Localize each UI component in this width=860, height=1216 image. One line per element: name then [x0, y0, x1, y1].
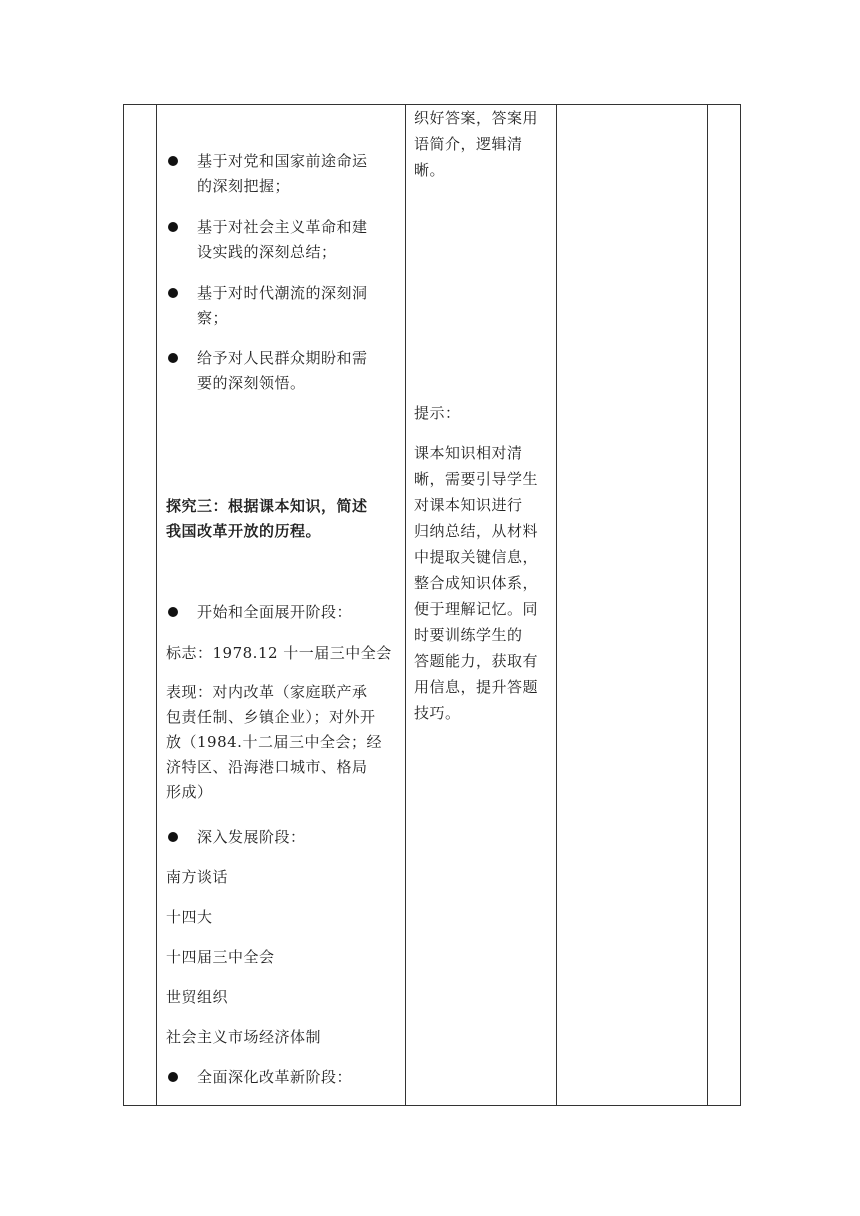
text-line: 的深刻把握； [197, 177, 291, 195]
text-line: 表现：对内改革（家庭联产承 [166, 683, 368, 701]
hint-label: 提示： [414, 404, 461, 422]
list-item: 社会主义市场经济体制 [166, 1028, 322, 1046]
list-item: 南方谈话 [166, 868, 229, 886]
text-line: 放（1984.十二届三中全会；经 [166, 733, 382, 751]
table-cell-5 [708, 105, 741, 1106]
lesson-table [123, 104, 741, 1106]
bullet-icon [168, 288, 178, 298]
stage-heading: 开始和全面展开阶段： [197, 603, 353, 621]
text-line: 给予对人民群众期盼和需 [197, 349, 368, 367]
text-line: 织好答案，答案用 [414, 109, 539, 127]
text-line: 基于对党和国家前途命运 [197, 152, 368, 170]
bullet-icon [168, 353, 178, 363]
text-line: 技巧。 [414, 704, 461, 722]
bullet-icon [168, 222, 178, 232]
list-item: 十四届三中全会 [166, 948, 275, 966]
bullet-icon [168, 832, 178, 842]
text-line: 语简介，逻辑清 [414, 135, 523, 153]
stage-heading: 深入发展阶段： [197, 828, 306, 846]
text-line: 对课本知识进行 [414, 496, 523, 514]
text-line: 归纳总结，从材料 [414, 522, 539, 540]
inquiry-title: 探究三：根据课本知识，简述 [166, 497, 368, 515]
inquiry-title: 我国改革开放的历程。 [166, 522, 322, 540]
table-cell-content [157, 105, 406, 1106]
text-line: 设实践的深刻总结； [197, 243, 337, 261]
text-line: 察； [197, 309, 229, 327]
bullet-icon [168, 156, 178, 166]
bullet-icon [168, 607, 178, 617]
list-item: 十四大 [166, 908, 213, 926]
stage-heading: 全面深化改革新阶段： [197, 1068, 353, 1086]
text-line: 答题能力，获取有 [414, 652, 539, 670]
text-line: 课本知识相对清 [414, 444, 523, 462]
bullet-icon [168, 1072, 178, 1082]
list-item: 世贸组织 [166, 988, 229, 1006]
table-cell-4 [557, 105, 708, 1106]
text-line: 形成） [166, 783, 213, 801]
text-line: 基于对时代潮流的深刻洞 [197, 284, 368, 302]
table-cell-1 [124, 105, 157, 1106]
text-line: 整合成知识体系， [414, 574, 539, 592]
text-line: 济特区、沿海港口城市、格局 [166, 758, 368, 776]
text-line: 用信息，提升答题 [414, 678, 539, 696]
text-line: 标志：1978.12 十一届三中全会 [166, 644, 392, 662]
text-line: 基于对社会主义革命和建 [197, 218, 368, 236]
text-line: 包责任制、乡镇企业）；对外开 [166, 708, 376, 726]
text-line: 晰，需要引导学生 [414, 470, 539, 488]
text-line: 时要训练学生的 [414, 626, 523, 644]
text-line: 中提取关键信息， [414, 548, 539, 566]
table-cell-notes [406, 105, 557, 1106]
text-line: 要的深刻领悟。 [197, 374, 306, 392]
text-line: 晰。 [414, 161, 446, 179]
text-line: 便于理解记忆。同 [414, 600, 539, 618]
